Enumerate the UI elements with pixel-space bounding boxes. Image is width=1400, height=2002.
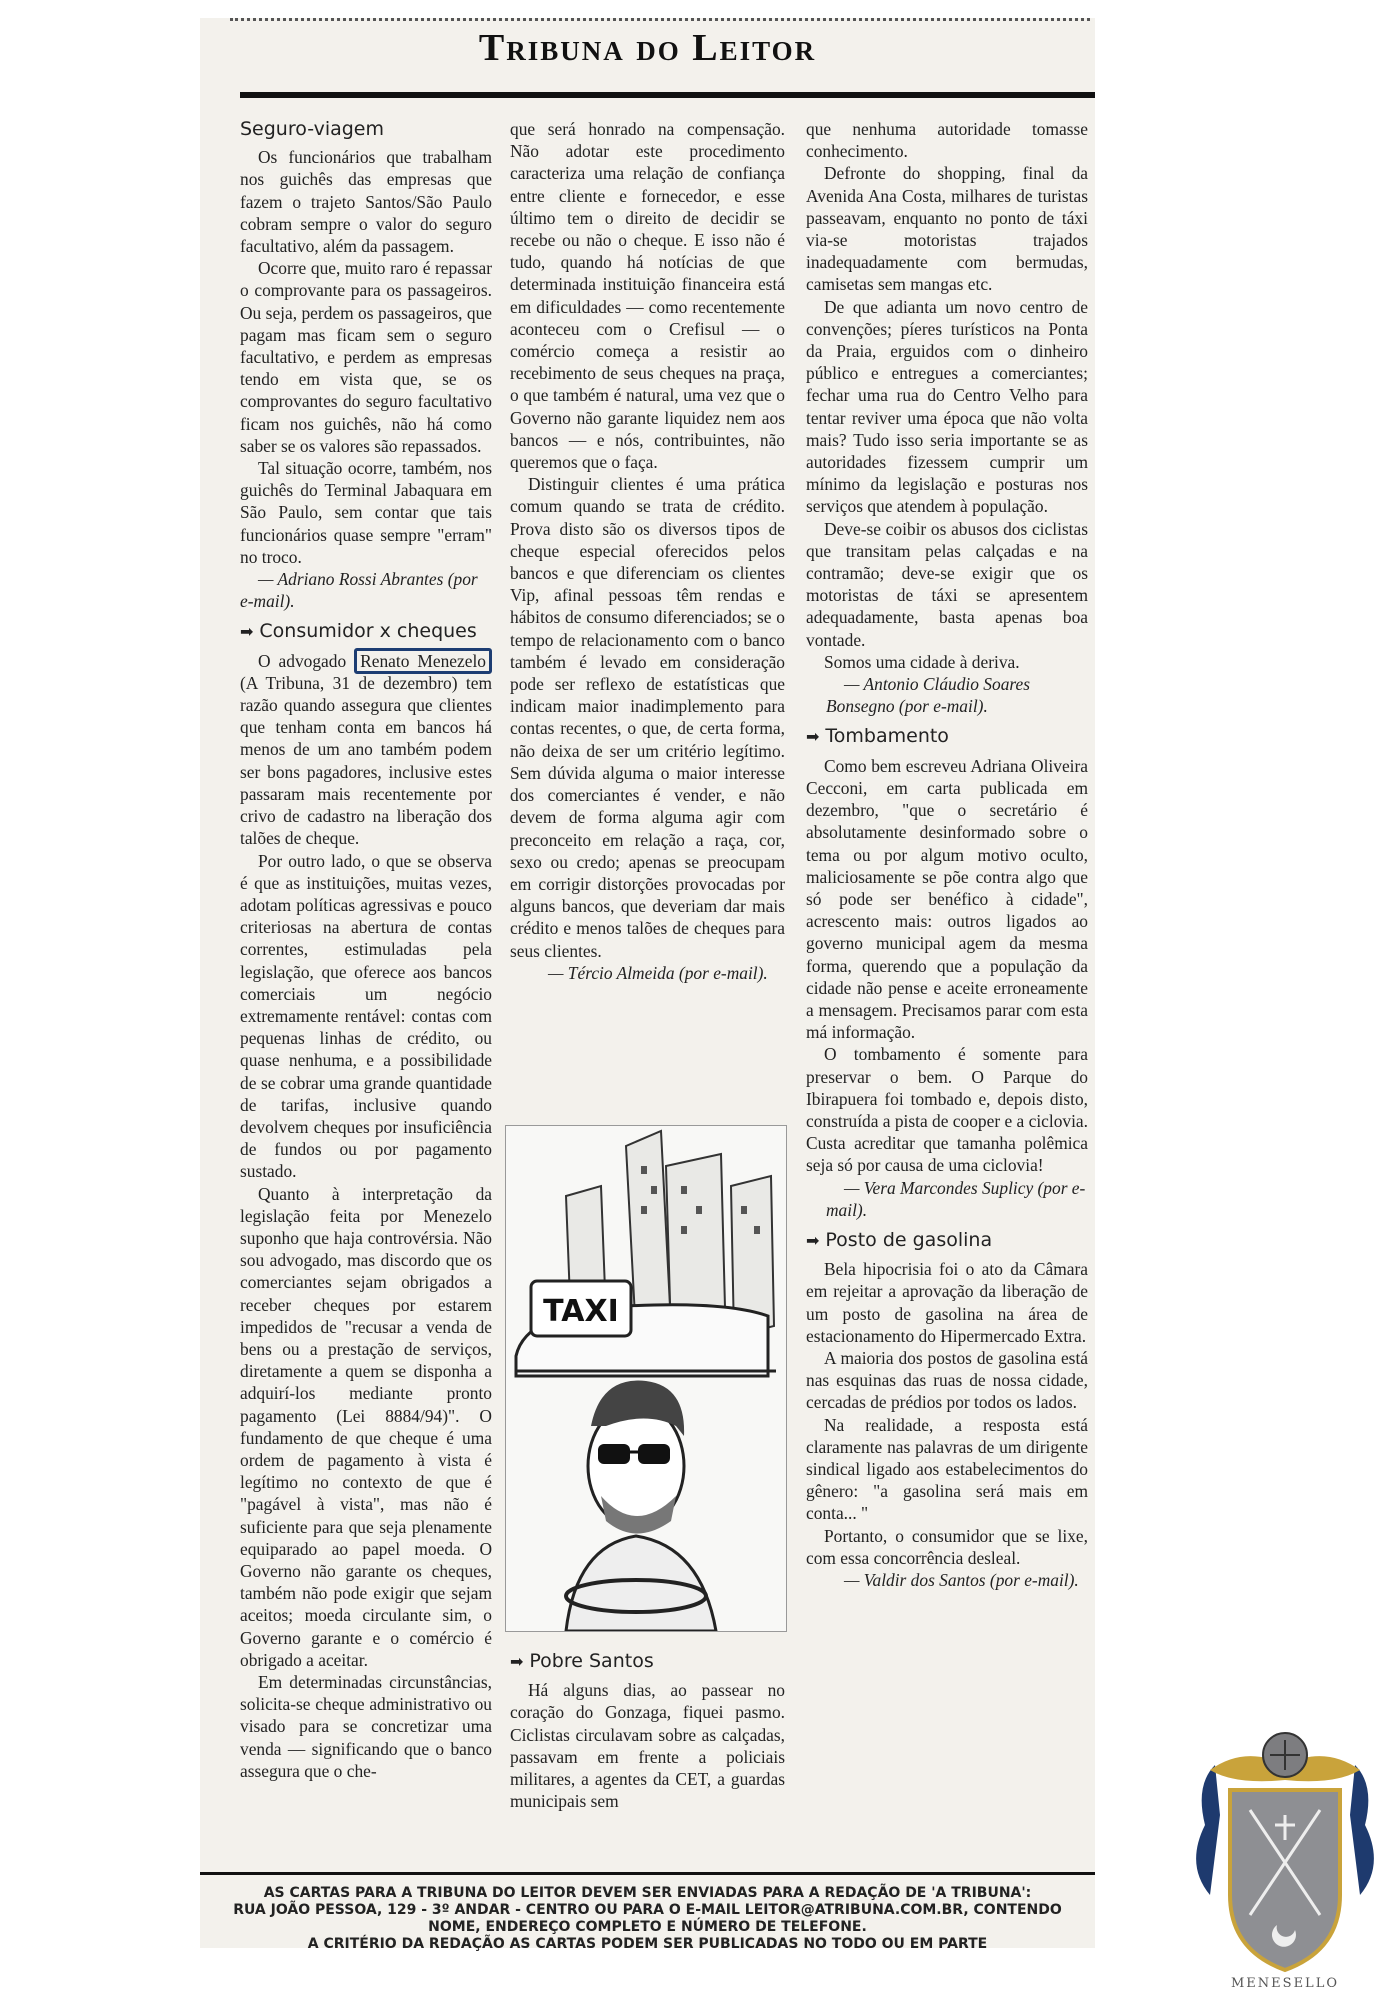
section-heading: ➡ Consumidor x cheques (240, 620, 477, 643)
arrow-icon: ➡ (806, 727, 820, 747)
coat-of-arms-logo (1185, 1725, 1385, 1995)
paragraph: Portanto, o consumidor que se lixe, com essa concorrência desleal. (806, 1525, 1088, 1568)
signature: — Antonio Cláudio Soares Bonsegno (por e-mail). (826, 674, 1030, 717)
paragraph: De que adianta um novo centro de convenções; píeres turísticos na Ponta da Praia, erguidos com o dinheiro público e entregues a comerciantes; fechar uma rua do Centro Velho para tentar reviver uma época que não volta mais? Tudo isso seria importante se as autoridades fizessem cumprir um mínimo da legislação e posturas nos serviços que atendem à população. (806, 296, 1088, 517)
arrow-icon: ➡ (806, 1230, 820, 1250)
section-heading: ➡ Pobre Santos (510, 1650, 654, 1672)
paragraph: Ocorre que, muito raro é repassar o comprovante para os passageiros. Ou seja, perdem os passageiros, que pagam mas ficam sem o seguro facultativo, e perdem as empresas tendo em vista que, se os comprovantes do seguro facultativo ficam nos guichês, não há como saber se os valores são repassados. (240, 258, 492, 456)
paragraph: que nenhuma autoridade tomasse conhecimento. (806, 119, 1088, 162)
column-2 (510, 118, 785, 984)
paragraph: Há alguns dias, ao passear no coração do Gonzaga, fiquei pasmo. Ciclistas circulavam sobre as calçadas, passavam em frente a policiais militares, a agentes da CET, a guardas municipais sem (510, 1680, 785, 1812)
signature: — Adriano Rossi Abrantes (por e-mail). (240, 569, 478, 612)
section-heading: Seguro-viagem (240, 118, 384, 140)
paragraph: Os funcionários que trabalham nos guichês das empresas que fazem o trajeto Santos/São Paulo cobram sempre o valor do seguro facultativo, além da passagem. (240, 147, 492, 257)
paragraph: Distinguir clientes é uma prática comum quando se trata de crédito. Prova disto são os diversos tipos de cheque especial oferecidos pelos bancos e que diferenciam os clientes Vip, afinal pessoas têm rendas e hábitos de consumo diferenciados; se o tempo de relacionamento com o banco também é levado em consideração pode ser reflexo de estatísticas que indicam maior inadimplemento para contas recentes, o que, de certa forma, não deixa de ser um critério legítimo. Sem dúvida alguma o maior interesse dos comerciantes é vender, e não devem de forma alguma agir com preconceito em relação a raça, cor, sexo ou credo; apenas se preocupam em corrigir distorções provocadas por alguns bancos, que deveriam dar mais crédito e menos talões de cheques para seus clientes. (510, 474, 785, 961)
column-3 (806, 118, 1088, 1591)
masthead-rule (240, 92, 1095, 98)
crest-icon (1185, 1725, 1385, 1975)
paragraph: A maioria dos postos de gasolina está nas esquinas das ruas de nossa cidade, cercadas de prédios por todos os lados. (806, 1347, 1088, 1413)
footer-rule (200, 1872, 1095, 1875)
paragraph: Somos uma cidade à deriva. (824, 651, 1020, 672)
paragraph: que será honrado na compensação. Não adotar este procedimento caracteriza uma relação de confiança entre cliente e fornecedor, e esse último tem o direito de decidir se recebe ou não o cheque. E isso não é tudo, quando há notícias de que determinada instituição financeira está em dificuldades — como recentemente aconteceu com o Crefisul — o comércio começa a resistir ao recebimento de seus cheques na praça, o que também é natural, uma vez que o Governo não garante liquidez nem aos bancos — e nós, contribuintes, não queremos que o faça. (510, 119, 785, 473)
section-heading: ➡ Tombamento (806, 725, 949, 748)
paragraph: Quanto à interpretação da legislação feita por Menezelo suponho que haja controvérsia. Não sou advogado, mas discordo que os comerciantes sejam obrigados a receber cheques por estarem impedidos de "recusar a venda de bens ou a prestação de serviços, diretamente a quem se disponha a adquirí-los mediante pronto pagamento (Lei 8884/94)". O fundamento de que cheque é uma ordem de pagamento à vista é legítimo no contexto de que é "pagável à vista", mas não é suficiente para que seja plenamente equiparado ao papel moeda. O Governo não garante os cheques, também não pode exigir que sejam aceitos; moeda circulante sim, o Governo garante e o comércio é obrigado a aceitar. (240, 1183, 492, 1670)
signature: — Vera Marcondes Suplicy (por e-mail). (826, 1177, 1086, 1220)
paragraph: Na realidade, a resposta está claramente nas palavras de um dirigente sindical ligado aos estabelecimentos do gênero: "a gasolina será mais em conta... " (806, 1414, 1088, 1524)
taxi-sign-text: TAXI (543, 1294, 619, 1329)
paragraph: Deve-se coibir os abusos dos ciclistas que transitam pelas calçadas e na contramão; deve-se exigir que os motoristas de táxi se apresentem adequadamente, basta apenas boa vontade. (806, 518, 1088, 650)
masthead: Tribuna do Leitor (478, 27, 817, 69)
crest-label: MENESELLO (1231, 1976, 1339, 1991)
paragraph: O tombamento é somente para preservar o bem. O Parque do Ibirapuera foi tombado e, depois disto, construída a pista de cooper e a ciclovia. Custa acreditar que tamanha polêmica seja só por causa de uma ciclovia! (806, 1044, 1088, 1176)
taxi-cartoon (505, 1125, 787, 1632)
paragraph: Bela hipocrisia foi o ato da Câmara em rejeitar a aprovação da liberação de um posto de gasolina na área de estacionamento do Hipermercado Extra. (806, 1259, 1088, 1346)
arrow-icon: ➡ (510, 1652, 524, 1671)
dotted-border (230, 18, 1090, 21)
highlighted-name: Renato Menezelo (354, 648, 492, 674)
signature: — Valdir dos Santos (por e-mail). (844, 1570, 1079, 1590)
arrow-icon: ➡ (240, 622, 254, 642)
column-2-lower (510, 1650, 785, 1812)
paragraph: Em determinadas circunstâncias, solicita-se cheque administrativo ou visado para se concretizar uma venda — significando que o banco assegura que o che- (240, 1672, 492, 1781)
paragraph: Tal situação ocorre, também, nos guichês do Terminal Jabaquara em São Paulo, sem contar que tais funcionários quase sempre "erram" no troco. (240, 458, 492, 567)
column-1 (240, 118, 492, 1782)
cartoon-drawing (506, 1126, 786, 1631)
paragraph: O advogado Renato Menezelo (A Tribuna, 31 de dezembro) tem razão quando assegura que clientes que tenham conta em bancos há menos de um ano também podem ser bons pagadores, inclusive estes passaram mais recentemente por crivo de cadastro na liberação dos talões de cheque. (240, 650, 492, 850)
paragraph: Como bem escreveu Adriana Oliveira Cecconi, em carta publicada em dezembro, "que o secretário é absolutamente desinformado sobre o tema ou por algum motivo oculto, maliciosamente se põe contra algo que só pode ser benéfico à cidade", acrescento mais: outros ligados ao governo municipal agem da mesma forma, querendo que a população da cidade não pense e aceite erroneamente a mensagem. Precisamos parar com esta má informação. (806, 755, 1088, 1043)
signature: — Tércio Almeida (por e-mail). (548, 962, 768, 983)
paragraph: Por outro lado, o que se observa é que as instituições, muitas vezes, adotam políticas agressivas e pouco criteriosas na abertura de contas correntes, estimuladas pela legislação, que oferece aos bancos comerciais um negócio extremamente rentável: contas com pequenas linhas de crédito, ou quase nenhuma, e a possibilidade de se cobrar uma grande quantidade de tarifas, inclusive quando devolvem cheques por insuficiência de fundos ou por pagamento sustado. (240, 850, 492, 1182)
paragraph: Defronte do shopping, final da Avenida Ana Costa, milhares de turistas passeavam, enquanto no ponto de táxi via-se motoristas trajados inadequadamente com bermudas, camisetas sem mangas etc. (806, 163, 1088, 295)
submission-notice: AS CARTAS PARA A TRIBUNA DO LEITOR DEVEM SER ENVIADAS PARA A REDAÇÃO DE 'A TRIBUNA': RUA JOÃO PESSOA, 129 - 3º ANDAR - CENTRO OU PARA O E-MAIL LEITOR@ATRIBUNA.COM.BR, CONTENDO NOME, ENDEREÇO COMPLETO E NÚMERO DE TELEFONE. A CRITÉRIO DA REDAÇÃO AS CARTAS PODEM SER PUBLICADAS NO TODO OU EM PARTE (233, 1885, 1062, 1952)
section-heading: ➡ Posto de gasolina (806, 1228, 993, 1251)
